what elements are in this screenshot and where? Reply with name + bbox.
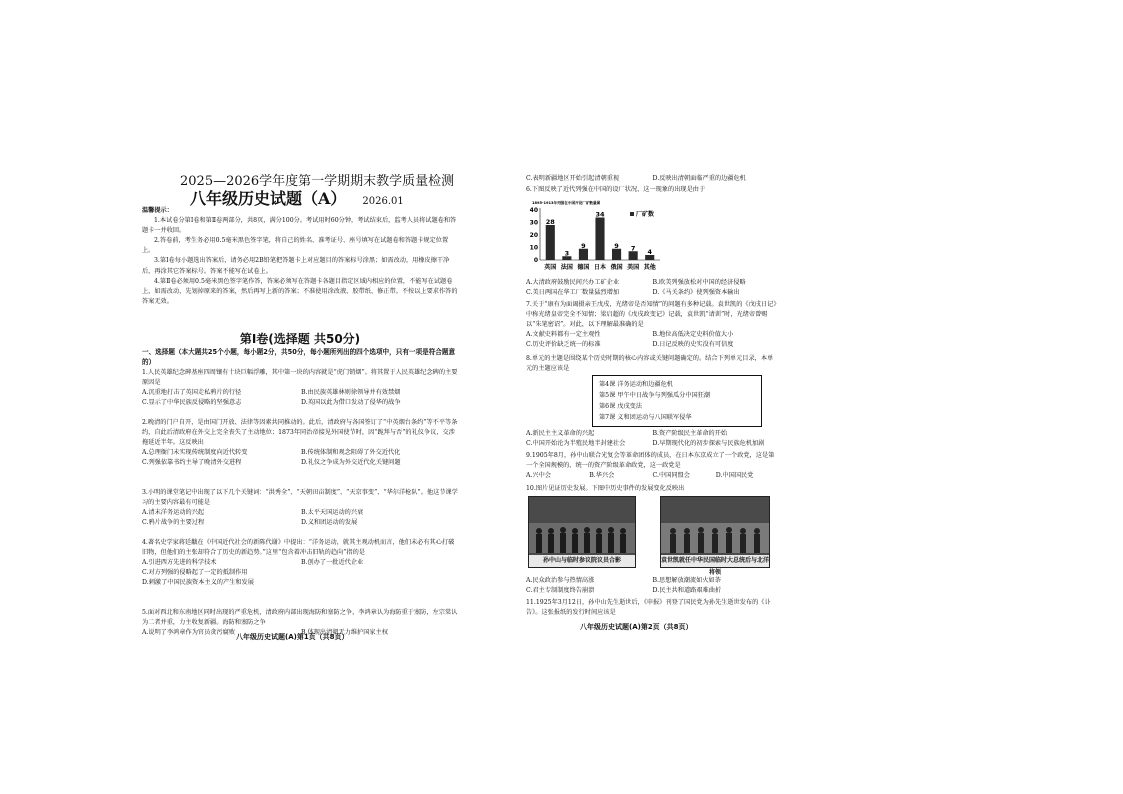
chart-svg xyxy=(526,198,666,274)
option-d: D.英国以此为借口发动了侵华的战争 xyxy=(301,399,401,407)
option-b: B.体现出清朝无力维护国家主权 xyxy=(301,629,388,637)
page-footer: 八年级历史试题(A)第2页（共8页） xyxy=(580,623,693,631)
question-5-continued xyxy=(526,174,779,184)
bar-value-label: 7 xyxy=(630,244,636,253)
option-c: C.鸦片战争的主要过程 xyxy=(142,519,205,527)
option-c: C.君主专制制度终告崩溃 xyxy=(526,587,595,595)
section-title: 第Ⅰ卷(选择题 共50分) xyxy=(239,332,361,346)
photo-yuan-shikai xyxy=(660,496,770,576)
option-d: D.日记反映的史实没有可信度 xyxy=(652,341,734,349)
section-description: 一、选择题（本大题共25个小题，每小题2分，共50分，每小题所列出的四个选项中，只有一项是符合题意的） xyxy=(142,348,456,366)
question-stem: 7.关于“康有为面谒摄亲王戊戌，光绪帝是否知情”的问题有多种记载。袁世凯的《戊戌日记》中称光绪皇帝完全不知情；梁启超的《戊戌政变记》记载，袁世凯“请训”时，光绪帝曾赐以“朱笔密诏”。对此，以下理解最准确的是 xyxy=(526,301,777,329)
question-10-stem xyxy=(526,484,779,494)
option-a: A.沉重地打击了英国走私鸦片的行径 xyxy=(142,389,242,397)
option-c: C.美日两国在华工厂数量猛烈增加 xyxy=(526,289,620,297)
photo-sun-yat-sen xyxy=(528,496,636,568)
chart-bars xyxy=(544,211,655,272)
option-c: C.对方列强的侵略起了一定的抵制作用 xyxy=(142,569,248,577)
question-stem: 4.著名史学家蒋廷黻在《中国近代社会的新陈代谢》中提出：“洋务运动，就其主观动机而言，他们未必有其心打破旧物，但他们的主张却符合了历史的新趋势。”这里“包含着冲击旧轨的趋向”指的是 xyxy=(142,539,455,557)
notice-heading: 温馨提示： xyxy=(142,207,173,214)
notice-item-3: 3.第Ⅰ卷每小题选出答案后，请务必用2B铅笔把答题卡上对应题目的答案标号涂黑；如需改动，用橡皮擦干净后，再涂其它答案标号。答案不能写在试卷上。 xyxy=(142,257,450,275)
notice-item-4: 4.第Ⅱ卷必须用0.5毫米黑色签字笔作答，答案必须写在答题卡各题目指定区域内相应的位置，不能写在试题卷上，如需改动，先划掉原来的答案，然后再写上新的答案；不准使用涂改液、胶带纸、修正带。不按以上要求作答的答案无效。 xyxy=(142,277,458,305)
option-a: A.兴中会 xyxy=(526,472,551,480)
option-d: D.反映出清朝面临严重的边疆危机 xyxy=(652,175,746,182)
option-c: C.中国开始沦为半殖民地半封建社会 xyxy=(526,440,626,448)
option-c: C.列强依靠书约主导了晚清外交进程 xyxy=(142,459,242,467)
category-label: 德国 xyxy=(577,264,590,271)
category-label: 日本 xyxy=(593,264,607,271)
photo-people-silhouettes xyxy=(529,523,635,553)
option-b: B.思想解放潮流如火如荼 xyxy=(652,577,721,584)
question-6-options xyxy=(526,278,779,298)
bar xyxy=(595,218,604,261)
question-11 xyxy=(526,598,779,618)
option-a: A.说明了李鸿章作为官员贪污腐败 xyxy=(142,629,236,637)
chart-title: 1895-1913年列强在中国开设厂矿数量图 xyxy=(532,201,601,205)
bar-value-label: 3 xyxy=(564,249,570,258)
bar-value-label: 4 xyxy=(647,248,652,256)
bar xyxy=(629,251,638,260)
unit-directory-box xyxy=(592,375,762,427)
option-a: A.总理衙门未实现传统制度向近代转变 xyxy=(142,449,248,457)
question-stem: 9.1905年8月，孙中山联合光复会等革命团体的成员，在日本东京成立了一个政党，这是第一个全国规模的、统一的资产阶级革命政党，这一政党是 xyxy=(526,452,775,470)
unit-lesson-4: 第4课 洋务运动和边疆危机 xyxy=(599,381,673,388)
question-4 xyxy=(142,538,460,588)
option-a: A.文献史料都有一定主观性 xyxy=(526,331,601,339)
option-a: A.引进西方先进的科学技术 xyxy=(142,559,217,567)
question-9 xyxy=(526,451,779,481)
photo-caption: 孙中山与临时参议院议员合影 xyxy=(529,555,635,567)
question-10-options xyxy=(526,576,779,596)
question-stem: 6.下图反映了近代列强在中国的设厂状况，这一现象的出现是由于 xyxy=(526,186,706,193)
y-tick-label: 40 xyxy=(529,207,538,214)
bar-value-label: 9 xyxy=(581,241,586,250)
question-6-stem xyxy=(526,185,779,195)
option-b: B.华兴会 xyxy=(589,472,615,480)
question-stem: 1.人民英雄纪念碑基座四周镶有十块巨幅浮雕，其中第一块的内容就是“虎门销烟”。将其置于人民英雄纪念碑的主要原因是 xyxy=(142,369,458,387)
bar-value-label: 34 xyxy=(595,210,605,219)
y-tick-label: 30 xyxy=(529,219,538,227)
question-stem: 3.小明的课堂笔记中出现了以下几个关键词：“洪秀全”、“天朝田亩制度”、“天京事变”、“华尔洋枪队”。他这节课学习的主要内容最有可能是 xyxy=(142,489,458,507)
option-c: C.历史评价缺乏统一的标准 xyxy=(526,341,601,349)
photo-caption: 袁世凯就任中华民国临时大总统后与北洋将领 xyxy=(661,557,770,576)
notice-item-1: 1.本试卷分第Ⅰ卷和第Ⅱ卷两部分，共8页，满分100分。考试用时60分钟，考试结束后，监考人员将试题卷和答题卡一并收回。 xyxy=(142,217,457,235)
bar xyxy=(612,249,621,260)
option-d: D.《马关条约》使列强资本输出 xyxy=(652,289,740,297)
option-c: C.中国同盟会 xyxy=(652,472,690,480)
category-label: 英国 xyxy=(544,264,557,271)
option-a: A.民众政治参与热情高涨 xyxy=(526,577,595,584)
exam-date: 2026.01 xyxy=(362,196,404,207)
option-a: A.新民主主义革命的兴起 xyxy=(526,430,595,437)
bar-value-label: 9 xyxy=(614,241,619,250)
factory-bar-chart xyxy=(526,198,666,274)
exam-page-1 xyxy=(140,0,460,794)
option-d: D.中国国民党 xyxy=(715,472,754,480)
exam-subject-title: 八年级历史试题（A） xyxy=(190,189,347,208)
option-b: B.创办了一批近代企业 xyxy=(301,559,364,567)
page-footer: 八年级历史试题(A)第1页（共8页） xyxy=(236,633,349,641)
bar xyxy=(546,225,555,260)
category-label: 美国 xyxy=(627,264,640,271)
question-stem: 8.单元的主题是围绕某个历史时期的核心内容或关键问题确定的。结合下列单元目录，本单元的主题应该是 xyxy=(526,355,774,373)
question-stem: 2.晚清的门户自开，是由国门开放、法律等因素共同推动的。此后，清政府与各国签订了“中英烟台条约”等不平等条约，自此后清政府在外交上完全丧失了主动地位；1873年同治帝接见外国使节时，因“跪拜与否”的礼仪争议，交涉拖延近半年。这反映出 xyxy=(142,419,458,447)
question-7 xyxy=(526,300,779,350)
question-8-options xyxy=(526,429,779,449)
option-c: C.显示了中华民族反侵略的坚强意志 xyxy=(142,399,242,407)
category-label: 俄国 xyxy=(610,264,623,271)
unit-lesson-7: 第7课 义和团运动与八国联军侵华 xyxy=(599,414,692,421)
option-d: D.刺激了中国民族资本主义的产生和发展 xyxy=(142,579,254,587)
option-d: D.礼仪之争成为外交近代化关键问题 xyxy=(301,459,401,467)
category-label: 其他 xyxy=(643,264,656,271)
notice-block xyxy=(142,206,460,307)
question-stem: 11.1925年3月12日，孙中山先生逝世后，《申报》刊登了国民党为孙先生逝世发布的《讣告》。这张报纸的发行时间应该是 xyxy=(526,599,771,617)
question-2 xyxy=(142,418,460,468)
unit-lesson-6: 第6课 戊戌变法 xyxy=(599,403,643,410)
notice-item-2: 2.答卷前，考生务必用0.5毫米黑色签字笔，将自己的姓名、准考证号、座号填写在试题卷和答题卡规定位置上。 xyxy=(142,237,449,255)
option-b: B.太平天国运动的兴衰 xyxy=(301,509,364,517)
bar-value-label: 28 xyxy=(545,218,555,226)
option-d: D.民主共和道路艰难曲折 xyxy=(652,587,722,595)
option-d: D.义和团运动的发展 xyxy=(301,519,358,527)
chart-legend xyxy=(630,210,654,218)
question-stem: 10.图片见证历史发展。下图中历史事件的发展变化反映出 xyxy=(526,485,685,492)
option-a: A.清末洋务运动的兴起 xyxy=(142,509,205,517)
bar xyxy=(579,249,588,260)
option-b: B.地位高低决定史料价值大小 xyxy=(652,331,734,339)
y-tick-label: 0 xyxy=(533,257,538,264)
option-a: A.大清政府鼓励民间兴办工矿企业 xyxy=(526,279,620,286)
exam-title-line1: 2025—2026学年度第一学期期末教学质量检测 xyxy=(180,174,455,189)
y-tick-label: 10 xyxy=(529,244,538,252)
option-d: D.早期现代化的初步探索与民族危机加剧 xyxy=(652,440,765,448)
question-8-stem xyxy=(526,354,779,374)
legend-label: 厂矿数 xyxy=(636,211,655,218)
y-tick-label: 20 xyxy=(529,232,538,239)
category-label: 法国 xyxy=(560,264,573,271)
question-stem: 5.面对西北和东南地区同时出现的严重危机，清政府内部出现海防和塞防之争，李鸿章认为海防重于塞防，左宗棠认为二者并重，力主收复新疆。海防和塞防之争 xyxy=(142,609,458,627)
option-b: B.资产阶级民主革命的开始 xyxy=(652,430,728,437)
question-1 xyxy=(142,368,460,408)
photo-people-silhouettes xyxy=(661,523,769,553)
question-3 xyxy=(142,488,460,528)
exam-page-2 xyxy=(524,0,779,794)
option-b: B.传统体制和观念阻碍了外交近代化 xyxy=(301,449,401,457)
option-b: B.由民族英雄林则徐领导并有效禁烟 xyxy=(301,389,401,397)
option-b: B.欧美列强放松对中国的经济侵略 xyxy=(652,279,746,286)
option-c: C.表明新疆地区开始引起清朝重视 xyxy=(526,175,620,182)
unit-lesson-5: 第5课 甲午中日战争与列强瓜分中国狂潮 xyxy=(599,392,711,399)
legend-swatch xyxy=(630,212,634,216)
